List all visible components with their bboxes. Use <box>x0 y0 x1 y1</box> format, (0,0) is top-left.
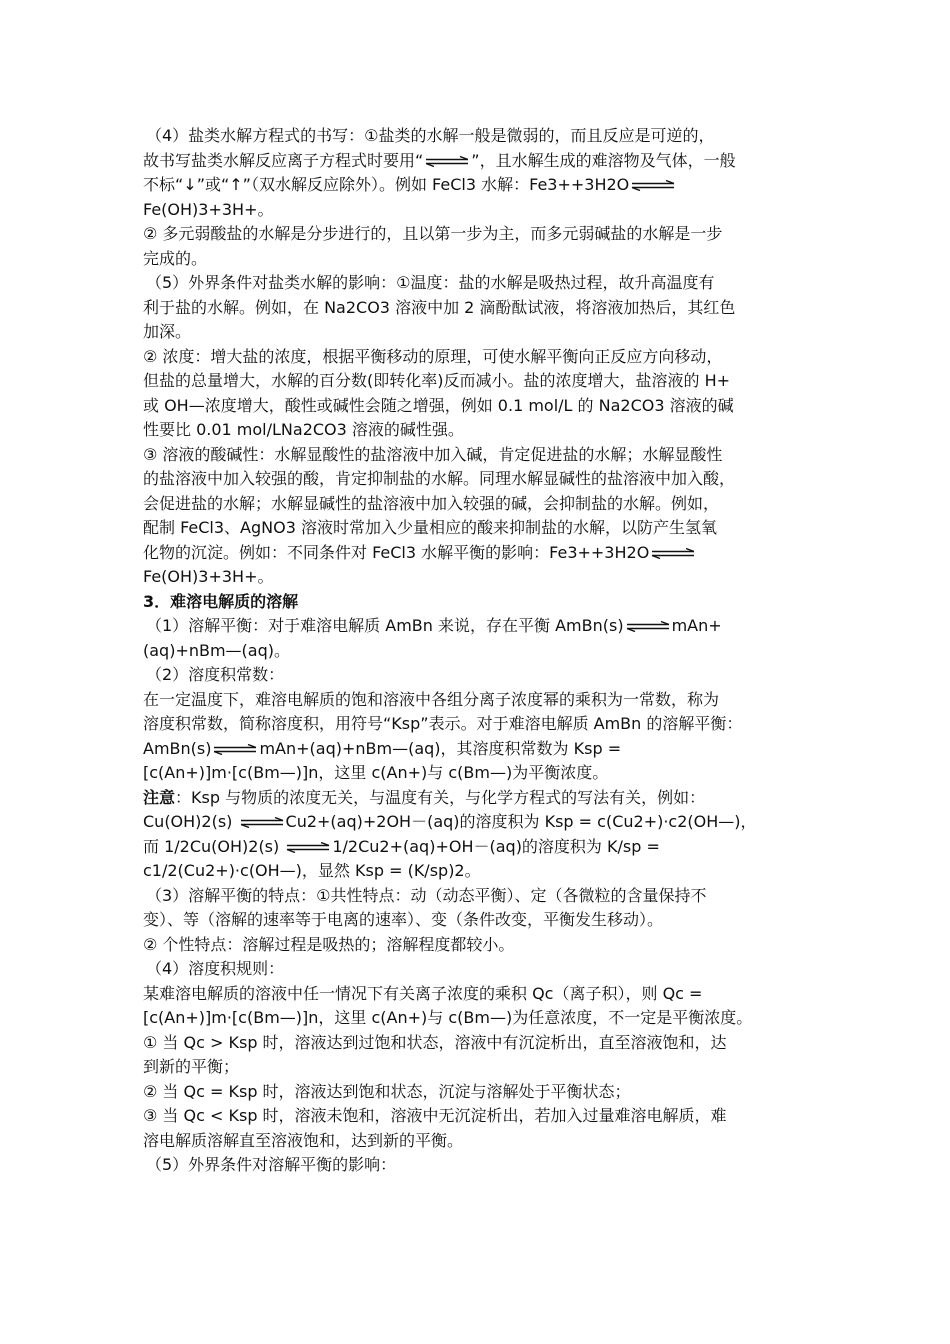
text-line: 化物的沉淀。例如：不同条件对 FeCl3 水解平衡的影响：Fe3++3H2O <box>143 541 823 566</box>
equilibrium-arrow-icon <box>630 180 676 191</box>
text-line: 的盐溶液中加入较强的酸，肯定抑制盐的水解。同理水解显碱性的盐溶液中加入酸， <box>143 469 736 488</box>
equilibrium-arrow-icon <box>650 548 696 559</box>
text-line: 到新的平衡； <box>143 1057 240 1076</box>
text-line: Fe(OH)3+3H+。 <box>143 567 274 586</box>
text-line: （2）溶度积常数： <box>146 665 285 684</box>
note-label: 注意 <box>143 787 176 807</box>
text-line: 故书写盐类水解反应离子方程式时要用“ ”，且水解生成的难溶物及气体，一般 <box>143 150 736 170</box>
text-line: 变）、等（溶解的速率等于电离的速率）、变（条件改变，平衡发生移动）。 <box>143 910 664 929</box>
equilibrium-arrow-icon <box>239 817 285 828</box>
text-line: （1）溶解平衡：对于难溶电解质 AmBn 来说，存在平衡 AmBn(s) mAn+ <box>146 616 722 635</box>
text-line: ② 当 Qc = Ksp 时，溶液达到饱和状态，沉淀与溶解处于平衡状态； <box>143 1081 631 1101</box>
text-line: ③ 当 Qc < Ksp 时，溶液未饱和，溶液中无沉淀析出，若加入过量难溶电解质，难 <box>143 1106 727 1125</box>
text-line: ② 个性特点：溶解过程是吸热的；溶解程度都较小。 <box>143 934 515 954</box>
text-line: c1/2(Cu2+)·c(OH—)，显然 Ksp = (K/sp)2。 <box>143 861 481 880</box>
text-line: ② 浓度：增大盐的浓度，根据平衡移动的原理，可使水解平衡向正反应方向移动， <box>143 346 723 366</box>
text-line: ② 多元弱酸盐的水解是分步进行的，且以第一步为主，而多元弱碱盐的水解是一步 <box>143 224 723 243</box>
text-line: (aq)+nBm—(aq)。 <box>143 640 291 660</box>
text-line: 或 OH—浓度增大，酸性或碱性会随之增强，例如 0.1 mol/L 的 Na2CO3 溶液的碱 <box>143 395 734 415</box>
text-line: 在一定温度下，难溶电解质的饱和溶液中各组分离子浓度幂的乘积为一常数，称为 <box>143 689 720 709</box>
document-page <box>143 124 823 1178</box>
section-heading: 3．难溶电解质的溶解 <box>143 591 299 611</box>
text-line: 会促进盐的水解；水解显碱性的盐溶液中加入较强的碱，会抑制盐的水解。例如， <box>143 493 720 513</box>
text-line: 某难溶电解质的溶液中任一情况下有关离子浓度的乘积 Qc（离子积），则 Qc = <box>143 983 703 1003</box>
text-line: （3）溶解平衡的特点：①共性特点：动（动态平衡）、定（各微粒的含量保持不 <box>146 885 707 905</box>
text-line: Cu(OH)2(s) Cu2+(aq)+2OH－(aq)的溶度积为 Ksp = c(Cu2+)·c2(OH—)， <box>143 812 757 831</box>
text-line: 完成的。 <box>143 248 208 268</box>
text-line: （4）溶度积规则： <box>146 959 285 978</box>
text-line: ① 当 Qc > Ksp 时，溶液达到过饱和状态，溶液中有沉淀析出，直至溶液饱和，达 <box>143 1032 727 1052</box>
text-line: [c(An+)]m·[c(Bm—)]n，这里 c(An+)与 c(Bm—)为平衡浓度。 <box>143 763 609 782</box>
text-line: 而 1/2Cu(OH)2(s) 1/2Cu2+(aq)+OH－(aq)的溶度积为 K/sp = <box>143 836 660 856</box>
text-line: 但盐的总量增大，水解的百分数(即转化率)反而减小。盐的浓度增大，盐溶液的 H+ <box>143 371 731 390</box>
text-line: Fe(OH)3+3H+。 <box>143 199 274 219</box>
text-line: （5）外界条件对盐类水解的影响：①温度：盐的水解是吸热过程，故升高温度有 <box>146 273 715 292</box>
text-line: 不标“↓”或“↑”（双水解反应除外）。例如 FeCl3 水解：Fe3++3H2O <box>143 173 823 198</box>
text-line: AmBn(s) mAn+(aq)+nBm—(aq)，其溶度积常数为 Ksp = <box>143 738 622 758</box>
text-line: 性要比 0.01 mol/LNa2CO3 溶液的碱性强。 <box>143 420 464 439</box>
text-line: 溶度积常数，简称溶度积，用符号“Ksp”表示。对于难溶电解质 AmBn 的溶解平衡： <box>143 714 743 733</box>
equilibrium-arrow-icon <box>424 156 470 167</box>
equilibrium-arrow-icon <box>285 842 331 853</box>
equilibrium-arrow-icon <box>625 621 671 632</box>
text-line: 溶电解质溶解直至溶液饱和，达到新的平衡。 <box>143 1130 464 1150</box>
text-line: 加深。 <box>143 322 192 341</box>
equilibrium-arrow-icon <box>212 744 258 755</box>
text-line: （4）盐类水解方程式的书写：①盐类的水解一般是微弱的，而且反应是可逆的， <box>146 126 715 145</box>
text-line: 注意：Ksp 与物质的浓度无关，与温度有关，与化学方程式的写法有关，例如： <box>143 787 706 807</box>
text-line: 配制 FeCl3、AgNO3 溶液时常加入少量相应的酸来抑制盐的水解，以防产生氢氧 <box>143 518 717 537</box>
text-line: ③ 溶液的酸碱性：水解显酸性的盐溶液中加入碱，肯定促进盐的水解；水解显酸性 <box>143 444 723 464</box>
text-line: [c(An+)]m·[c(Bm—)]n，这里 c(An+)与 c(Bm—)为任意浓度，不一定是平衡浓度。 <box>143 1008 753 1027</box>
text-line: （5）外界条件对溶解平衡的影响： <box>146 1155 397 1174</box>
text-line: 利于盐的水解。例如，在 Na2CO3 溶液中加 2 滴酚酞试液，将溶液加热后，其红色 <box>143 297 736 317</box>
